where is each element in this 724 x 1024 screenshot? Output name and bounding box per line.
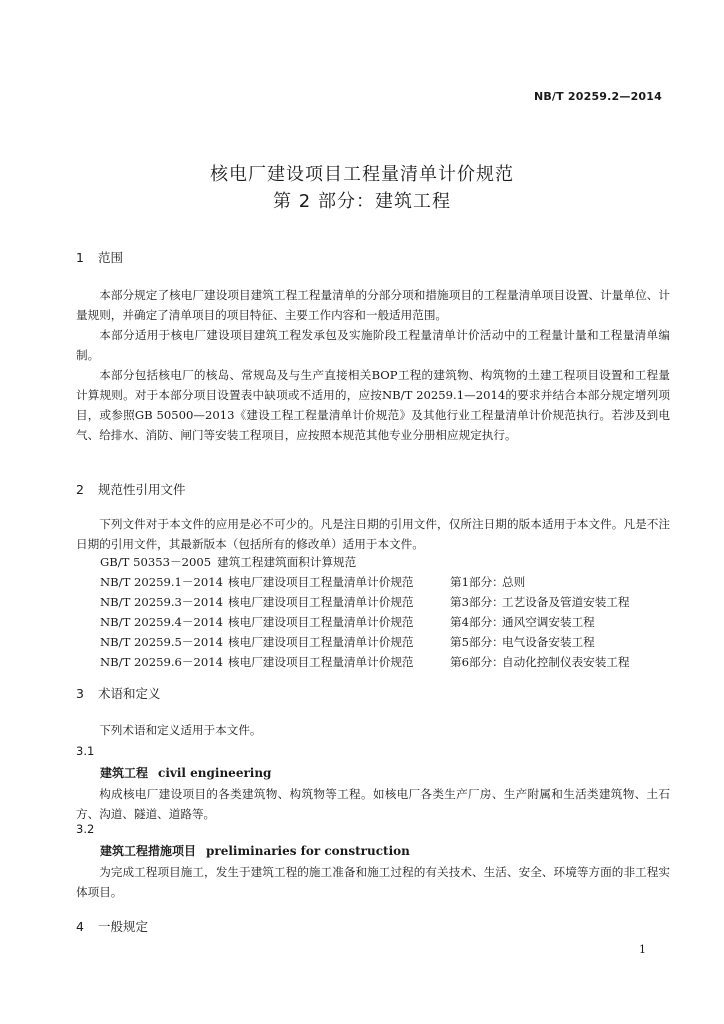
reference-part-name: 工艺设备及管道安装工程 [502, 595, 630, 609]
term-chinese: 建筑工程措施项目 [100, 844, 197, 858]
section-2-heading [76, 480, 186, 498]
reference-part: 第5部分： [450, 635, 504, 649]
section-title: 范围 [98, 250, 124, 265]
reference-name: 核电厂建设项目工程量清单计价规范 [228, 575, 414, 589]
section-3-heading [76, 684, 161, 702]
reference-item [100, 612, 690, 632]
scope-paragraph-3: 本部分包括核电厂的核岛、常规岛及与生产直接相关BOP工程的建筑物、构筑物的土建工程项目设置和工程量计算规则。对于本部分项目设置表中缺项或不适用的，应按NB/T 20259.1—2014的要求并结合本部分规定增列项目，或参照GB 50500—2013《建设工程工程量清单计价规范》及其他行业工程量清单计价规范执行。若涉及到电气、给排水、消防、闸门等安装工程项目，应按照本规范其他专业分册相应规定执行。 [76, 368, 670, 442]
document-subtitle: 第 2 部分：建筑工程 [273, 191, 451, 212]
reference-part-name: 通风空调安装工程 [502, 615, 595, 629]
terms-intro: 下列术语和定义适用于本文件。 [99, 723, 262, 737]
section-number: 3 [76, 686, 84, 701]
reference-item [100, 632, 690, 652]
references-intro: 下列文件对于本文件的应用是必不可少的。凡是注日期的引用文件，仅所注日期的版本适用于本文件。凡是不注日期的引用文件，其最新版本（包括所有的修改单）适用于本文件。 [76, 517, 670, 551]
reference-name: 核电厂建设项目工程量清单计价规范 [228, 655, 414, 669]
reference-part: 第1部分： [450, 575, 504, 589]
section-title: 一般规定 [98, 919, 149, 934]
standard-number: NB/T 20259.2—2014 [533, 90, 662, 103]
reference-code: NB/T 20259.5－2014 [100, 635, 224, 649]
reference-part-name: 电气设备安装工程 [502, 635, 595, 649]
reference-item [100, 552, 690, 572]
term-number: 3.2 [76, 822, 95, 836]
scope-paragraph-1: 本部分规定了核电厂建设项目建筑工程工程量清单的分部分项和措施项目的工程量清单项目设置、计量单位、计量规则，并确定了清单项目的项目特征、主要工作内容和一般适用范围。 [76, 288, 670, 322]
term-title [100, 842, 410, 859]
term-english: preliminaries for construction [206, 844, 410, 858]
reference-name: 核电厂建设项目工程量清单计价规范 [228, 635, 414, 649]
section-4-heading [76, 917, 148, 935]
reference-code: NB/T 20259.3－2014 [100, 595, 224, 609]
reference-part-name: 总则 [502, 575, 526, 589]
section-number: 4 [76, 919, 84, 934]
document-title: 核电厂建设项目工程量清单计价规范 [210, 164, 514, 185]
section-title: 术语和定义 [98, 686, 161, 701]
reference-item [100, 652, 690, 672]
reference-part-name: 自动化控制仪表安装工程 [502, 655, 630, 669]
reference-item [100, 572, 690, 592]
reference-code: NB/T 20259.4－2014 [100, 615, 224, 629]
reference-code: NB/T 20259.1－2014 [100, 575, 224, 589]
term-definition: 为完成工程项目施工，发生于建筑工程的施工准备和施工过程的有关技术、生活、安全、环境等方面的非工程实体项目。 [76, 865, 670, 899]
reference-name: 建筑工程建筑面积计算规范 [217, 555, 357, 569]
term-english: civil engineering [158, 766, 272, 780]
reference-name: 核电厂建设项目工程量清单计价规范 [228, 615, 414, 629]
term-number: 3.1 [76, 744, 95, 758]
reference-part: 第4部分： [450, 615, 504, 629]
section-1-heading [76, 248, 123, 266]
scope-paragraph-2: 本部分适用于核电厂建设项目建筑工程发承包及实施阶段工程量清单计价活动中的工程量计量和工程量清单编制。 [76, 328, 670, 362]
reference-code: GB/T 50353－2005 [100, 555, 212, 569]
section-number: 2 [76, 482, 84, 497]
term-title [100, 764, 271, 781]
term-chinese: 建筑工程 [100, 766, 149, 780]
term-definition: 构成核电厂建设项目的各类建筑物、构筑物等工程。如核电厂各类生产厂房、生产附属和生活类建筑物、土石方、沟道、隧道、道路等。 [76, 787, 670, 821]
reference-item [100, 592, 690, 612]
page-number: 1 [639, 943, 646, 956]
references-list [100, 552, 690, 672]
section-title: 规范性引用文件 [98, 482, 186, 497]
reference-part: 第3部分： [450, 595, 504, 609]
section-number: 1 [76, 250, 84, 265]
reference-code: NB/T 20259.6－2014 [100, 655, 224, 669]
reference-part: 第6部分： [450, 655, 504, 669]
reference-name: 核电厂建设项目工程量清单计价规范 [228, 595, 414, 609]
